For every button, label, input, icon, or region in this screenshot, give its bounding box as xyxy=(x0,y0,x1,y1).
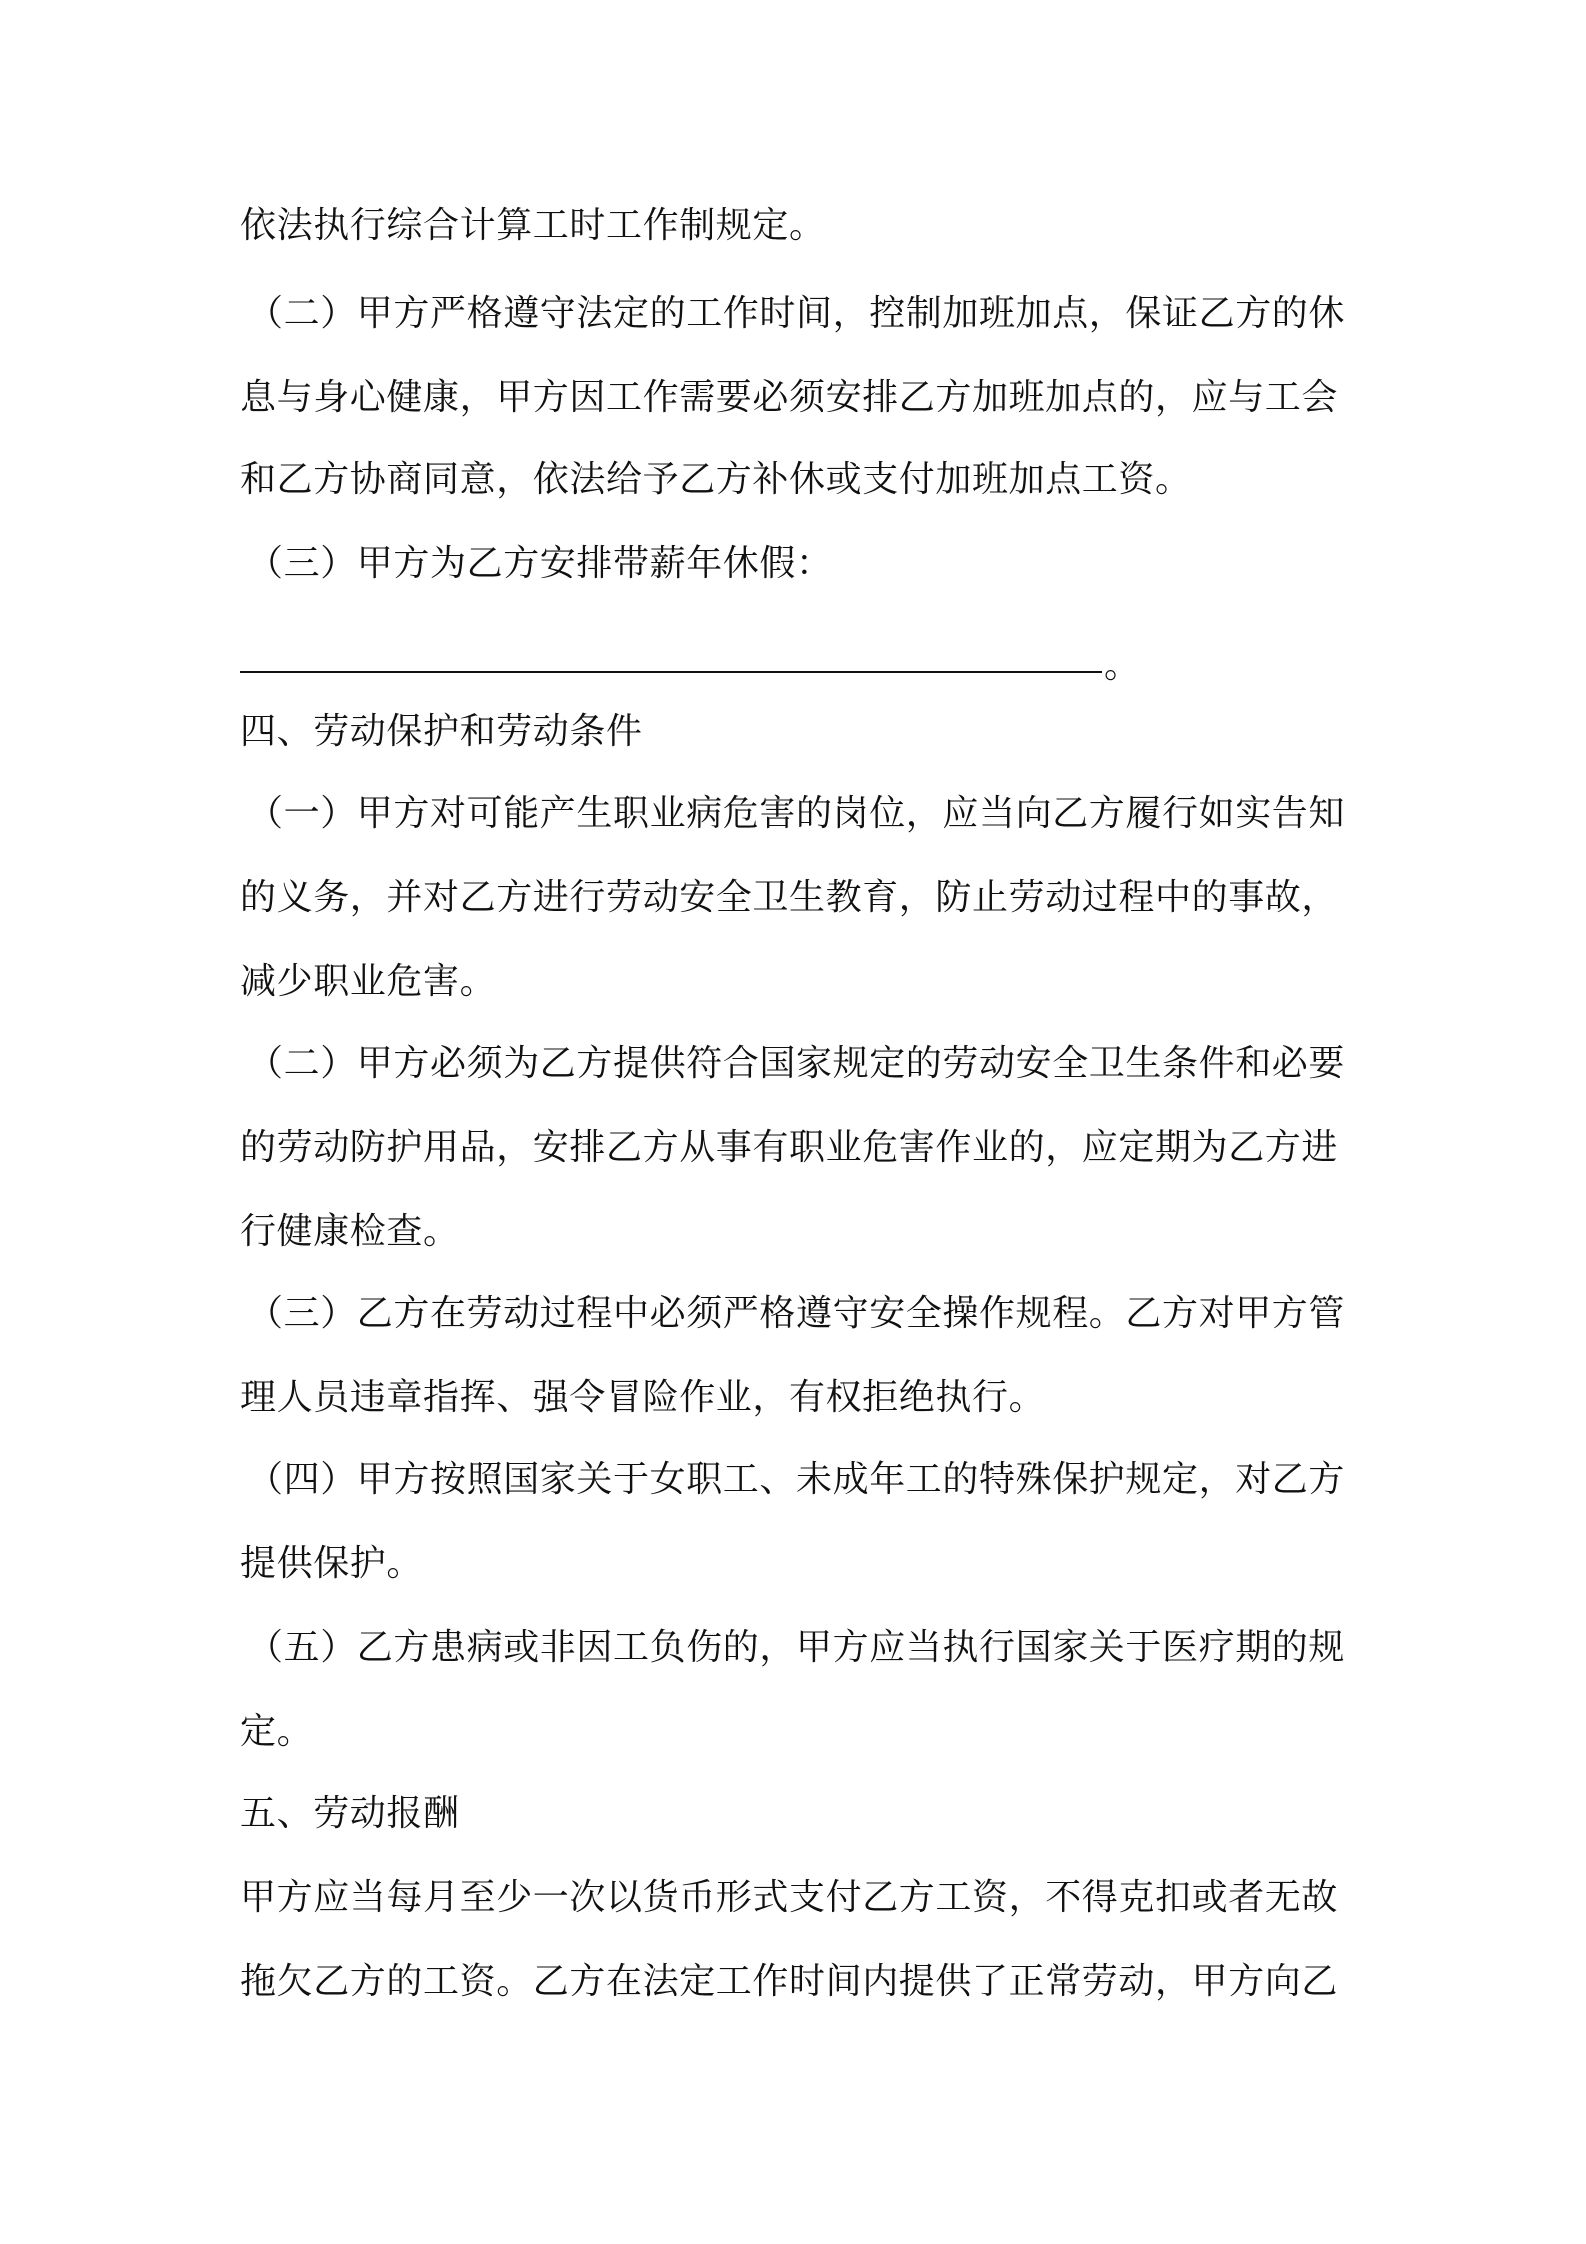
text-line: （二）甲方严格遵守法定的工作时间，控制加班加点，保证乙方的休 xyxy=(247,293,1346,334)
text-line: （二）甲方必须为乙方提供符合国家规定的劳动安全卫生条件和必要 xyxy=(247,1043,1346,1084)
section-heading: 四、劳动保护和劳动条件 xyxy=(240,711,643,752)
text-line: （一）甲方对可能产生职业病危害的岗位，应当向乙方履行如实告知 xyxy=(247,793,1346,834)
text-line: 和乙方协商同意，依法给予乙方补休或支付加班加点工资。 xyxy=(240,459,1192,500)
text-line: 的义务，并对乙方进行劳动安全卫生教育，防止劳动过程中的事故， xyxy=(240,877,1339,918)
text-line: （三）乙方在劳动过程中必须严格遵守安全操作规程。乙方对甲方管 xyxy=(247,1293,1346,1334)
text-line: 行健康检查。 xyxy=(240,1211,460,1252)
text-line: 甲方应当每月至少一次以货币形式支付乙方工资，不得克扣或者无故 xyxy=(240,1877,1339,1918)
blank-underline xyxy=(240,671,1102,673)
text-line: 提供保护。 xyxy=(240,1543,424,1584)
text-line: 依法执行综合计算工时工作制规定。 xyxy=(240,205,826,246)
text-line: 减少职业危害。 xyxy=(240,961,497,1002)
text-line: 拖欠乙方的工资。乙方在法定工作时间内提供了正常劳动，甲方向乙 xyxy=(240,1961,1339,2002)
text-line: 理人员违章指挥、强令冒险作业，有权拒绝执行。 xyxy=(240,1377,1046,1418)
text-line: 息与身心健康，甲方因工作需要必须安排乙方加班加点的，应与工会 xyxy=(240,377,1339,418)
text-line: （五）乙方患病或非因工负伤的，甲方应当执行国家关于医疗期的规 xyxy=(247,1627,1346,1668)
section-heading: 五、劳动报酬 xyxy=(240,1793,460,1834)
text-line: （四）甲方按照国家关于女职工、未成年工的特殊保护规定，对乙方 xyxy=(247,1459,1346,1500)
text-line: （三）甲方为乙方安排带薪年休假： xyxy=(247,543,833,584)
text-line: 的劳动防护用品，安排乙方从事有职业危害作业的，应定期为乙方进 xyxy=(240,1127,1339,1168)
text-line: 定。 xyxy=(240,1711,314,1752)
fill-in-blank-line xyxy=(240,642,1360,690)
blank-line-period: 。 xyxy=(1104,645,1141,686)
